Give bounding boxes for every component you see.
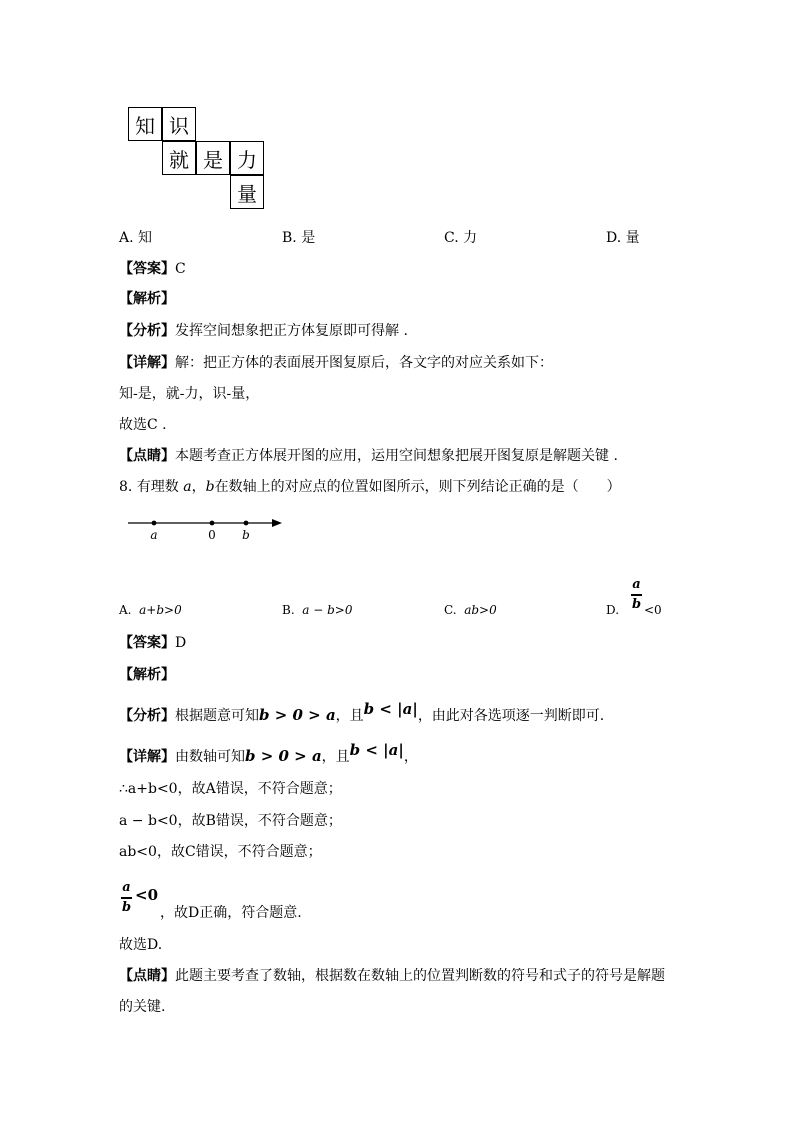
answer-tag: 【答案】	[119, 261, 175, 277]
number-line-figure	[120, 510, 290, 546]
point-b	[244, 521, 249, 526]
q8-fenxi	[119, 700, 605, 725]
stem-comma: ，	[191, 479, 206, 495]
fenxi-tag: 【分析】	[119, 708, 175, 724]
q7-answer	[119, 260, 186, 278]
q8-option-b: B. a − b>0	[282, 603, 353, 617]
q8-line-d-rel: <0	[135, 886, 159, 904]
fenxi-text: 发挥空间想象把正方体复原即可得解 .	[175, 323, 408, 339]
q8-line-c: ab<0，故C错误，不符合题意；	[119, 844, 322, 860]
xiangjie-pre: 由数轴可知	[175, 749, 245, 765]
q8-option-a: A. a+b>0	[119, 603, 182, 617]
var-b: b	[205, 479, 215, 495]
fenxi-pre: 根据题意可知	[175, 708, 259, 724]
inequality-1: b > 0 > a	[259, 706, 336, 724]
q8-stem	[119, 478, 621, 496]
fraction-denominator: b	[121, 899, 132, 915]
net-cell: 就	[162, 141, 196, 175]
dianjing-line1: 此题主要考查了数轴，根据数在数轴上的位置判断数的符号和式子的符号是解题	[175, 968, 665, 984]
dianjing-tag: 【点睛】	[119, 448, 175, 464]
q7-dianjing	[119, 447, 618, 465]
q8-option-d-prefix: D.	[606, 603, 620, 617]
q8-line-d-text: ，故D正确，符合题意.	[160, 905, 302, 921]
point-zero	[210, 521, 215, 526]
q8-option-d-fraction	[631, 578, 642, 612]
q8-line-b: a − b<0，故B错误，不符合题意；	[119, 813, 342, 829]
q8-dianjing-line2: 的关键.	[119, 999, 166, 1015]
answer-tag: 【答案】	[119, 635, 175, 651]
q8-option-c: C. ab>0	[444, 603, 497, 617]
q7-fenxi	[119, 322, 408, 340]
fraction-numerator: a	[122, 880, 131, 895]
axis-label-b: b	[242, 528, 250, 542]
fraction-bar	[121, 897, 132, 899]
and-word: ，且	[335, 708, 364, 724]
axis-label-a: a	[150, 528, 158, 542]
fenxi-tag: 【分析】	[119, 323, 175, 339]
q8-analysis-tag: 【解析】	[119, 667, 175, 683]
q8-line-d-fraction	[121, 881, 132, 915]
q7-option-c: C. 力	[444, 230, 478, 246]
net-cell: 力	[230, 141, 264, 175]
q7-option-a: A. 知	[119, 230, 153, 246]
fenxi-post: ，由此对各选项逐一判断即可.	[417, 708, 605, 724]
dianjing-text: 本题考查正方体展开图的应用，运用空间想象把展开图复原是解题关键 .	[175, 448, 618, 464]
q7-pairs: 知-是，就-力，识-量，	[119, 386, 260, 402]
and-word: ，且	[321, 749, 350, 765]
question-number: 8.	[119, 479, 133, 495]
xiangjie-text: 解：把正方体的表面展开图复原后，各文字的对应关系如下：	[175, 355, 553, 371]
inequality-1: b > 0 > a	[245, 747, 322, 765]
q7-option-d: D. 量	[606, 230, 640, 246]
var-a: a	[183, 479, 192, 495]
fraction-bar	[631, 594, 642, 596]
q8-answer	[119, 634, 186, 652]
fraction-denominator: b	[631, 596, 642, 612]
xiangjie-tag: 【详解】	[119, 355, 175, 371]
inequality-2: b < |a|	[349, 741, 404, 759]
answer-value: C	[175, 261, 186, 277]
fraction-numerator: a	[632, 577, 641, 592]
stem-pre: 有理数	[136, 479, 179, 495]
axis-label-zero: 0	[208, 528, 216, 542]
q7-analysis-tag: 【解析】	[119, 291, 175, 307]
q8-line-a: ∴a+b<0，故A错误，不符合题意；	[119, 781, 342, 797]
q7-choose: 故选C .	[119, 417, 167, 433]
q7-option-b: B. 是	[282, 230, 316, 246]
axis-arrow-icon	[272, 519, 282, 527]
dianjing-tag: 【点睛】	[119, 968, 175, 984]
inequality-2: b < |a|	[363, 700, 418, 718]
xiangjie-post: ，	[403, 749, 418, 765]
point-a	[152, 521, 157, 526]
net-cell: 识	[162, 107, 196, 141]
stem-post: 在数轴上的对应点的位置如图所示，则下列结论正确的是（ ）	[214, 479, 621, 495]
q7-xiangjie	[119, 354, 553, 372]
q8-choose: 故选D.	[119, 937, 163, 953]
net-cell: 是	[196, 141, 230, 175]
net-cell: 知	[128, 107, 162, 141]
q8-xiangjie	[119, 741, 418, 766]
net-cell: 量	[230, 175, 264, 209]
q8-option-d-rel: <0	[644, 603, 662, 617]
xiangjie-tag: 【详解】	[119, 749, 175, 765]
q8-dianjing	[119, 967, 665, 985]
answer-value: D	[175, 635, 187, 651]
